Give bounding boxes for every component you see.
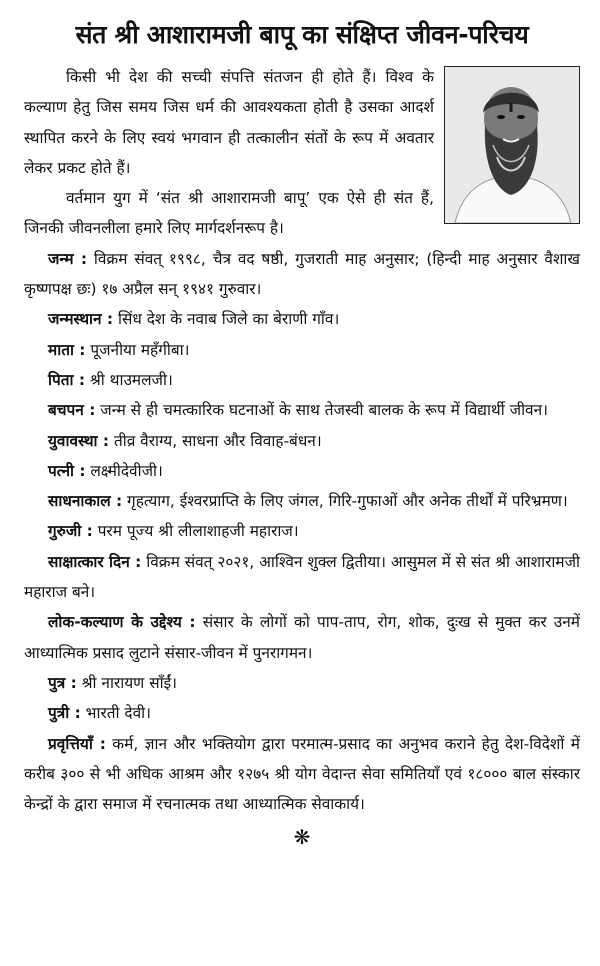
bio-entry — [24, 607, 580, 668]
bio-entry-text: सिंध देश के नवाब जिले का बेराणी गाँव। — [113, 310, 340, 329]
bio-entry — [24, 547, 580, 608]
bio-entry-label: पुत्री : — [48, 704, 81, 723]
bio-entry-text: तीव्र वैराग्य, साधना और विवाह-बंधन। — [109, 431, 322, 450]
portrait-image — [445, 67, 579, 223]
bio-entry-text: श्री नारायण साँईं। — [76, 673, 177, 692]
bio-entry — [24, 698, 580, 728]
bio-entry — [24, 365, 580, 395]
portrait-photo — [444, 66, 580, 224]
bio-entry-text: विक्रम संवत् २०२१, आश्विन शुक्ल द्वितीया। आसुमल में से संत श्री आशारामजी महाराज बने। — [24, 552, 580, 602]
bio-entry-text: जन्म से ही चमत्कारिक घटनाओं के साथ तेजस्वी बालक के रूप में विद्यार्थी जीवन। — [95, 401, 548, 420]
bio-entry-text: संसार के लोगों को पाप-ताप, रोग, शोक, दुःख से मुक्त कर उनमें आध्यात्मिक प्रसाद लुटाने संसार-जीवन में पुनरागमन। — [24, 613, 580, 662]
bio-entry-label: प्रवृत्तियाँ : — [48, 734, 106, 753]
bio-entry — [24, 729, 580, 820]
biography-entries — [24, 244, 580, 820]
bio-entry-text: विक्रम संवत् १९९८, चैत्र वद षष्ठी, गुजराती माह अनुसार; (हिन्दी माह अनुसार वैशाख कृष्णपक्ष छः) १७ अप्रैल सन् १९४१ गुरुवार। — [24, 249, 581, 299]
bio-entry — [24, 244, 580, 305]
page-title: संत श्री आशारामजी बापू का संक्षिप्त जीवन-परिचय — [75, 20, 529, 49]
bio-entry — [24, 304, 580, 334]
bio-entry-text: पूजनीया महँगीबा। — [85, 340, 190, 359]
bio-entry — [24, 426, 580, 456]
intro-paragraph-2: वर्तमान युग में ‘संत श्री आशारामजी बापू’ एक ऐसे ही संत हैं, जिनकी जीवनलीला हमारे लिए मार्गदर्शनरूप है। — [24, 189, 434, 238]
bio-entry-label: साक्षात्कार दिन : — [48, 552, 142, 571]
bio-entry-label: बचपन : — [48, 401, 96, 420]
bio-entry-label: साधनाकाल : — [48, 492, 123, 511]
bio-entry-label: जन्म : — [48, 249, 88, 268]
bio-entry-text: परम पूज्य श्री लीलाशाहजी महाराज। — [92, 522, 299, 541]
bio-entry — [24, 456, 580, 486]
intro-paragraph-1: किसी भी देश की सच्ची संपत्ति संतजन ही होते हैं। विश्व के कल्याण हेतु जिस समय जिस धर्म की आवश्यकता होती है उसका आदर्श स्थापित करने के लिए स्वयं भगवान ही तत्कालीन संतों के रूप में अवतार लेकर प्रकट होते हैं। — [24, 68, 434, 177]
bio-entry-label: युवावस्था : — [48, 431, 110, 450]
bio-entry — [24, 668, 580, 698]
bio-entry-text: श्री थाउमलजी। — [85, 370, 173, 389]
bio-entry-text: गृहत्याग, ईश्वरप्राप्ति के लिए जंगल, गिरि-गुफाओं और अनेक तीर्थों में परिभ्रमण। — [122, 492, 568, 511]
bio-entry-label: पत्नी : — [48, 461, 86, 480]
bio-entry-label: जन्मस्थान : — [48, 310, 114, 329]
bio-entry-label: माता : — [48, 340, 86, 359]
bio-entry-text: लक्ष्मीदेवीजी। — [85, 461, 163, 480]
bio-entry-label: पुत्र : — [48, 673, 77, 692]
bio-entry-text: कर्म, ज्ञान और भक्तियोग द्वारा परमात्म-प्रसाद का अनुभव कराने हेतु देश-विदेशों में करीब ३०० से भी अधिक आश्रम और १२७५ श्री योग वेदान्त सेवा समितियाँ एवं १८००० बाल संस्कार केन्द्रों के द्वारा समाज में रचनात्मक तथा आध्यात्मिक सेवाकार्य। — [24, 734, 580, 814]
bio-entry — [24, 516, 580, 546]
bio-entry — [24, 486, 580, 516]
bio-entry-label: लोक-कल्याण के उद्देश्य : — [48, 613, 196, 632]
ornament-icon: ❋ — [293, 825, 311, 850]
bio-entry-label: पिता : — [48, 370, 85, 389]
bio-entry-text: भारती देवी। — [80, 704, 151, 723]
bio-entry — [24, 335, 580, 365]
bio-entry-label: गुरुजी : — [48, 522, 93, 541]
bio-entry — [24, 395, 580, 425]
